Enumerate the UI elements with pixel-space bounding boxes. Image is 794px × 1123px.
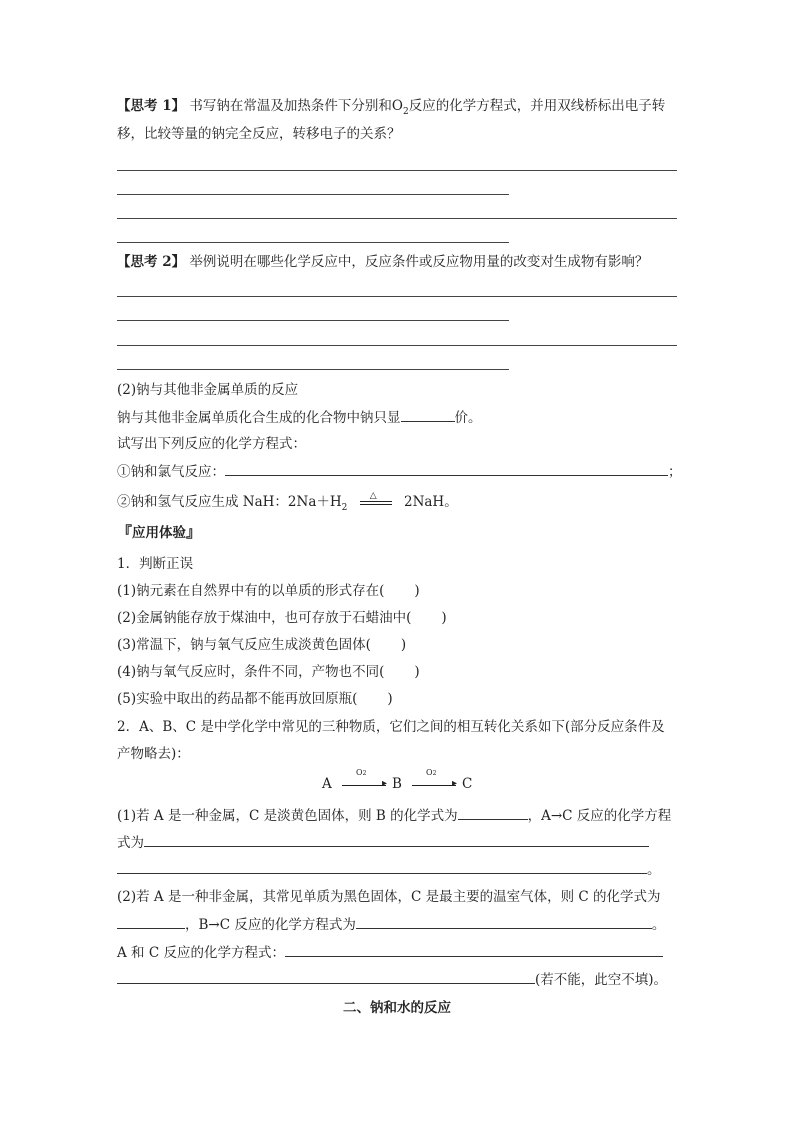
think1-text-b: 反应的化学方程式，并用双线桥标出电子转 — [408, 98, 666, 114]
p2-ac-label: A 和 C 反应的化学方程式： — [117, 945, 285, 961]
species-b: B — [392, 776, 402, 792]
answer-line[interactable] — [117, 296, 677, 297]
p2-end: 。 — [651, 917, 666, 933]
answer-line[interactable] — [117, 369, 509, 370]
p2-text: ，B→C 反应的化学方程式为 — [185, 917, 356, 933]
practice-title: 应用体验 — [132, 525, 187, 541]
valence-line — [117, 407, 482, 428]
judge-text: (2)金属钠能存放于煤油中，也可存放于石蜡油中( — [117, 610, 412, 626]
p1-text-b: ，A→C 反应的化学方程 — [527, 808, 672, 824]
q2-line1: 2．A、B、C 是中学化学中常见的三种物质，它们之间的相互转化关系如下(部分反应条件及 — [117, 719, 665, 735]
chlorine-end: ； — [668, 464, 682, 480]
nonmetal-title: (2)钠与其他非金属单质的反应 — [117, 382, 299, 398]
paren-close: ) — [414, 583, 420, 599]
paren-close: ) — [387, 691, 393, 707]
instruction-line: 试写出下列反应的化学方程式： — [117, 436, 306, 452]
judge-item — [117, 581, 420, 601]
p2-formula-blank[interactable] — [117, 914, 185, 929]
paren-close: ) — [441, 610, 447, 626]
q2-line2: 产物略去)： — [117, 746, 190, 762]
think1-line1 — [117, 96, 665, 118]
valence-suffix: 价。 — [454, 410, 482, 426]
p1-line1 — [117, 805, 671, 826]
judge-text: (1)钠元素在自然界中有的以单质的形式存在( — [117, 583, 385, 599]
p1-end: 。 — [647, 862, 661, 878]
p1-text: (1)若 A 是一种金属，C 是淡黄色固体，则 B 的化学式为 — [117, 808, 458, 824]
answer-line[interactable] — [117, 242, 509, 243]
heat-equal-sign — [356, 492, 396, 512]
valence-text: 钠与其他非金属单质化合生成的化合物中钠只显 — [117, 410, 401, 426]
answer-line[interactable] — [117, 194, 509, 195]
p1-formula-blank[interactable] — [458, 805, 528, 820]
hydrogen-text: ②钠和氢气反应生成 NaH：2Na＋H — [117, 494, 342, 510]
chlorine-line — [117, 461, 682, 482]
answer-line[interactable] — [117, 170, 677, 171]
species-a: A — [322, 776, 332, 792]
judge-text: (3)常温下，钠与氧气反应生成淡黄色固体( — [117, 637, 371, 653]
p1-line3 — [117, 859, 661, 880]
arrow-head: ▸ — [382, 778, 388, 789]
p2-line3 — [117, 942, 663, 963]
think2-tag: 【思考 2】 — [117, 254, 186, 270]
reaction-scheme — [320, 768, 480, 796]
arrow-head: ▸ — [452, 778, 458, 789]
think2-text: 举例说明在哪些化学反应中，反应条件或反应物用量的改变对生成物有影响？ — [189, 254, 649, 270]
p1-line2 — [117, 832, 649, 853]
header-close-bracket: 』 — [186, 523, 202, 541]
heat-symbol: △ — [369, 491, 377, 501]
h2-subscript: 2 — [341, 503, 348, 513]
p2-note: (若不能，此空不填)。 — [535, 972, 668, 988]
q1-title: 1．判断正误 — [117, 556, 194, 572]
judge-item — [117, 689, 393, 709]
p2-equation-blank[interactable] — [356, 914, 652, 929]
chlorine-blank[interactable] — [225, 461, 668, 476]
header-open-bracket: 『 — [117, 523, 133, 541]
practice-header — [117, 522, 201, 543]
o2-subscript: 2 — [402, 107, 409, 117]
think1-text-a: 书写钠在常温及加热条件下分别和O — [189, 98, 403, 114]
answer-line[interactable] — [117, 218, 677, 219]
p2-ac-blank[interactable] — [285, 942, 663, 957]
judge-text: (5)实验中取出的药品都不能再放回原瓶( — [117, 691, 358, 707]
judge-item — [117, 662, 420, 682]
chlorine-label: ①钠和氯气反应： — [117, 464, 225, 480]
p2-line4 — [117, 969, 667, 990]
think1-line2: 移，比较等量的钠完全反应，转移电子的关系？ — [117, 126, 401, 142]
paren-close: ) — [414, 664, 420, 680]
p1-label: 式为 — [117, 835, 144, 851]
p2-line2 — [117, 914, 665, 935]
judge-text: (4)钠与氧气反应时，条件不同，产物也不同( — [117, 664, 385, 680]
answer-line[interactable] — [117, 345, 677, 346]
arrow-line — [342, 785, 386, 786]
p2-line1: (2)若 A 是一种非金属，其常见单质为黑色固体，C 是最主要的温室气体，则 C 的化学式为 — [117, 889, 661, 905]
section-title: 二、钠和水的反应 — [343, 1000, 451, 1016]
paren-close: ) — [400, 637, 407, 653]
answer-line[interactable] — [117, 320, 509, 321]
judge-item — [117, 608, 447, 628]
species-c: C — [462, 776, 473, 792]
p2-ac-blank-2[interactable] — [117, 969, 535, 984]
arrow-label-2: O2 — [426, 768, 437, 777]
arrow-line — [412, 785, 456, 786]
hydrogen-product: 2NaH。 — [403, 494, 458, 510]
p1-equation-blank-2[interactable] — [117, 859, 647, 874]
valence-blank[interactable] — [401, 407, 455, 422]
p1-equation-blank[interactable] — [144, 832, 649, 847]
judge-item — [117, 635, 406, 655]
hydrogen-line — [117, 492, 458, 514]
think2-line1 — [117, 252, 648, 272]
think1-tag: 【思考 1】 — [117, 98, 186, 114]
arrow-label-1: O2 — [356, 768, 367, 777]
